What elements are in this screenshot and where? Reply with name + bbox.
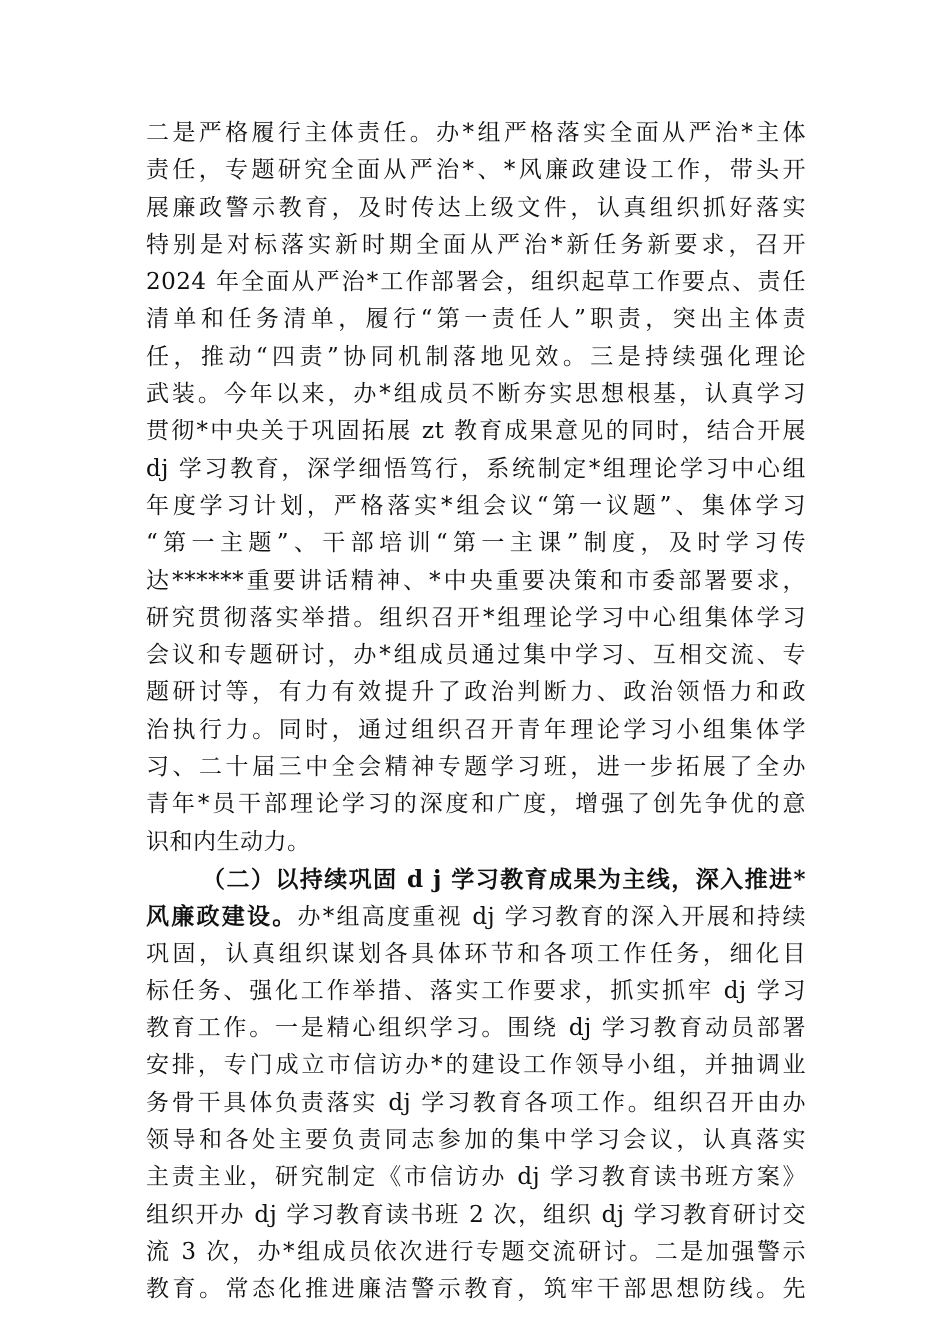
text-segment: 办*组高度重视 dj 学习教育的深入开展和持续 — [297, 904, 807, 931]
text-line: 标任务、强化工作举措、落实工作要求，抓实抓牢 dj 学习 — [146, 977, 806, 1004]
text-line: dj 学习教育，深学细悟笃行，系统制定*组理论学习中心组 — [146, 455, 806, 482]
text-line: 领导和各处主要负责同志参加的集中学习会议，认真落实 — [146, 1127, 806, 1154]
text-line: 特别是对标落实新时期全面从严治*新任务新要求，召开 — [146, 231, 806, 258]
text-line: 流 3 次，办*组成员依次进行专题交流研讨。二是加强警示 — [146, 1238, 806, 1265]
paragraph-responsibility-theory — [146, 115, 806, 861]
text-line: 会议和专题研讨，办*组成员通过集中学习、互相交流、专 — [146, 642, 806, 669]
text-line: 治执行力。同时，通过组织召开青年理论学习小组集体学 — [146, 716, 806, 743]
text-line: 识和内生动力。 — [146, 828, 311, 855]
text-line: 研究贯彻落实举措。组织召开*组理论学习中心组集体学习 — [146, 604, 806, 631]
text-line: 年度学习计划，严格落实*组会议“第一议题”、集体学习 — [146, 492, 806, 519]
text-line: 清单和任务清单，履行“第一责任人”职责，突出主体责 — [146, 306, 806, 333]
text-line: 教育。常态化推进廉洁警示教育，筑牢干部思想防线。先 — [146, 1276, 806, 1303]
section-heading-end: 风廉政建设。 — [146, 903, 298, 931]
text-line: 题研讨等，有力有效提升了政治判断力、政治领悟力和政 — [146, 679, 806, 706]
text-line: 展廉政警示教育，及时传达上级文件，认真组织抓好落实 — [146, 194, 806, 221]
text-line-mixed — [146, 898, 806, 935]
text-line: 二是严格履行主体责任。办*组严格落实全面从严治*主体 — [146, 120, 806, 146]
document-page — [146, 115, 806, 1309]
text-line: 2024 年全面从严治*工作部署会，组织起草工作要点、责任 — [146, 269, 806, 296]
paragraph-section-two — [146, 861, 806, 1309]
text-line: 巩固，认真组织谋划各具体环节和各项工作任务，细化目 — [146, 940, 806, 967]
text-line: 安排，专门成立市信访办*的建设工作领导小组，并抽调业 — [146, 1052, 806, 1079]
text-line: 任，推动“四责”协同机制落地见效。三是持续强化理论 — [146, 343, 806, 370]
text-line: 务骨干具体负责落实 dj 学习教育各项工作。组织召开由办 — [146, 1089, 806, 1116]
section-heading-line: （二）以持续巩固 d j 学习教育成果为主线，深入推进* — [202, 865, 806, 893]
text-line: 贯彻*中央关于巩固拓展 zt 教育成果意见的同时，结合开展 — [146, 418, 806, 445]
text-line: 习、二十届三中全会精神专题学习班，进一步拓展了全办 — [146, 754, 806, 781]
text-line: 教育工作。一是精心组织学习。围绕 dj 学习教育动员部署 — [146, 1015, 806, 1042]
text-line: 青年*员干部理论学习的深度和广度，增强了创先争优的意 — [146, 791, 806, 818]
text-line: 达******重要讲话精神、*中央重要决策和市委部署要求， — [146, 567, 806, 594]
text-line: “第一主题”、干部培训“第一主课”制度，及时学习传 — [146, 530, 806, 557]
text-line: 责任，专题研究全面从严治*、*风廉政建设工作，带头开 — [146, 157, 806, 184]
text-line: 组织开办 dj 学习教育读书班 2 次，组织 dj 学习教育研讨交 — [146, 1201, 806, 1228]
text-line: 主责主业，研究制定《市信访办 dj 学习教育读书班方案》 — [146, 1164, 806, 1191]
text-line: 武装。今年以来，办*组成员不断夯实思想根基，认真学习 — [146, 381, 806, 408]
